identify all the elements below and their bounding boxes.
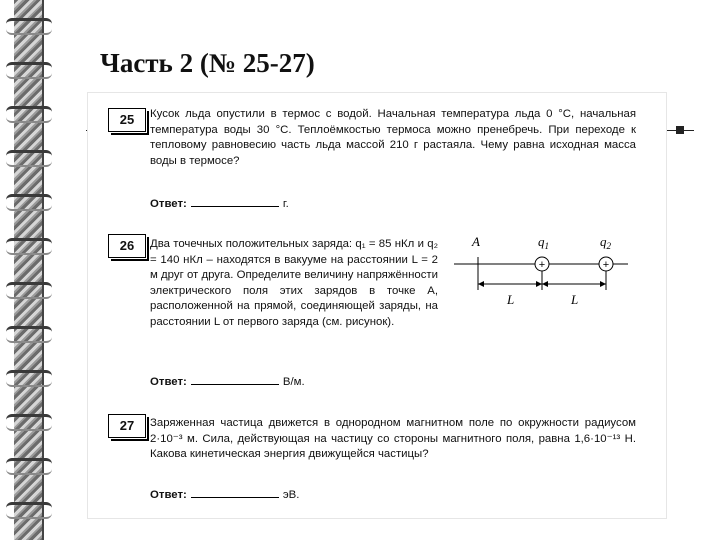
answer-line	[150, 487, 299, 501]
point-a-label: A	[472, 234, 480, 249]
distance-label-1: L	[507, 292, 515, 307]
answer-label: Ответ:	[150, 198, 187, 210]
answer-blank[interactable]	[191, 196, 279, 207]
binding-ring	[6, 326, 52, 343]
answer-line	[150, 196, 289, 210]
task-number: 27	[108, 414, 146, 438]
task-number: 26	[108, 234, 146, 258]
answer-blank[interactable]	[191, 374, 279, 385]
q2-label: $q_2$	[600, 234, 611, 251]
slide-title: Часть 2 (№ 25-27)	[100, 48, 315, 78]
plus-sign: +	[602, 259, 610, 271]
rule-dot	[676, 126, 684, 134]
task-text-content: Два точечных положительных заряда: q₁ = 85 нКл и q₂ = 140 нКл – находятся в вакууме на расстоянии L = 2 м друг от друга. Определите величину напряжённости электрического поля этих зарядов в точке A, расположенной на прямой, соединяющей заряды, на расстоянии L от первого заряда (см. рисунок).	[150, 238, 438, 328]
spiral-binding	[0, 0, 60, 540]
binding-ring	[6, 62, 52, 79]
q1-label: $q_1$	[538, 234, 549, 251]
answer-unit: В/м.	[282, 376, 305, 388]
answer-blank[interactable]	[191, 487, 279, 498]
binding-ring	[6, 238, 52, 255]
task-text: Заряженная частица движется в однородном магнитном поле по окружности радиусом 2·10⁻³ м. Сила, действующая на частицу со стороны магнитного поля, равна 1,6·10⁻¹³ Н. Какова кинетическая энергия движущейся частицы?	[150, 417, 636, 460]
binding-ring	[6, 150, 52, 167]
answer-label: Ответ:	[150, 489, 187, 501]
binding-ring	[6, 502, 52, 519]
charges-diagram	[452, 232, 632, 312]
task-number: 25	[108, 108, 146, 132]
distance-label-2: L	[571, 292, 579, 307]
answer-unit: г.	[282, 198, 289, 210]
binding-ring	[6, 194, 52, 211]
binding-ring	[6, 414, 52, 431]
binding-ring	[6, 282, 52, 299]
binding-ring	[6, 18, 52, 35]
binding-ring	[6, 370, 52, 387]
answer-label: Ответ:	[150, 376, 187, 388]
binding-ring	[6, 106, 52, 123]
answer-line	[150, 374, 305, 388]
answer-unit: эВ.	[282, 489, 300, 501]
binding-ring	[6, 458, 52, 475]
task-text: Кусок льда опустили в термос с водой. Начальная температура льда 0 °С, начальная температура воды 30 °С. Теплоёмкостью термоса можно пренебречь. При переходе к тепловому равновесию часть льда массой 210 г растаяла. Чему равна исходная масса воды в термосе?	[150, 108, 636, 167]
plus-sign: +	[538, 259, 546, 271]
